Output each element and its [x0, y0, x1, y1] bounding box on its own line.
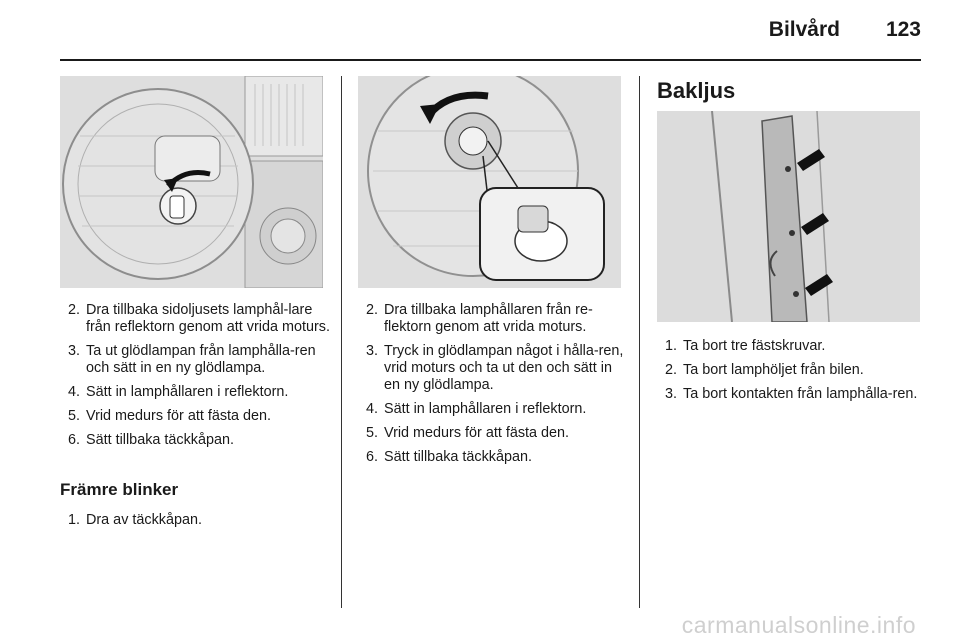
header-divider — [60, 59, 921, 61]
list-item: 1. Dra av täckkåpan. — [68, 512, 202, 528]
list-item: 3. Tryck in glödlampan något i hålla-ren, vrid moturs och ta ut den och sätt in en ny glödlampa. — [366, 343, 624, 393]
rear-light-heading: Bakljus — [657, 78, 736, 103]
rear-light-illustration — [657, 111, 920, 322]
list-item: 3. Ta bort kontakten från lamphålla-ren. — [665, 386, 918, 402]
list-item: 5. Vrid medurs för att fästa den. — [366, 425, 570, 441]
rear-light-steps — [657, 338, 925, 410]
turn-signal-heading: Främre blinker — [60, 480, 179, 499]
list-item: 4. Sätt in lamphållaren i reflektorn. — [366, 401, 587, 417]
list-item: 5. Vrid medurs för att fästa den. — [68, 408, 272, 424]
list-item: 2. Dra tillbaka lamphållaren från re-flektorn genom att vrida moturs. — [366, 302, 593, 335]
column-divider — [341, 76, 342, 608]
list-item: 6. Sätt tillbaka täckkåpan. — [68, 432, 234, 448]
list-item: 2. Ta bort lamphöljet från bilen. — [665, 362, 864, 378]
turn-signal-steps — [358, 302, 628, 473]
column-divider — [639, 76, 640, 608]
watermark: carmanualsonline.info — [681, 612, 916, 638]
list-item: 1. Ta bort tre fästskruvar. — [665, 338, 826, 354]
list-item: 3. Ta ut glödlampan från lamphålla-ren och sätt in en ny glödlampa. — [68, 343, 316, 376]
turn-signal-illustration — [358, 76, 621, 288]
turn-signal-steps-start — [60, 512, 330, 536]
sidelight-steps — [60, 302, 330, 456]
page-number: 123 — [885, 18, 921, 41]
list-item: 6. Sätt tillbaka täckkåpan. — [366, 449, 532, 465]
section-title: Bilvård — [768, 18, 840, 41]
sidelight-illustration — [60, 76, 323, 288]
list-item: 4. Sätt in lamphållaren i reflektorn. — [68, 384, 289, 400]
list-item: 2. Dra tillbaka sidoljusets lamphål-lare från reflektorn genom att vrida moturs. — [68, 302, 330, 335]
